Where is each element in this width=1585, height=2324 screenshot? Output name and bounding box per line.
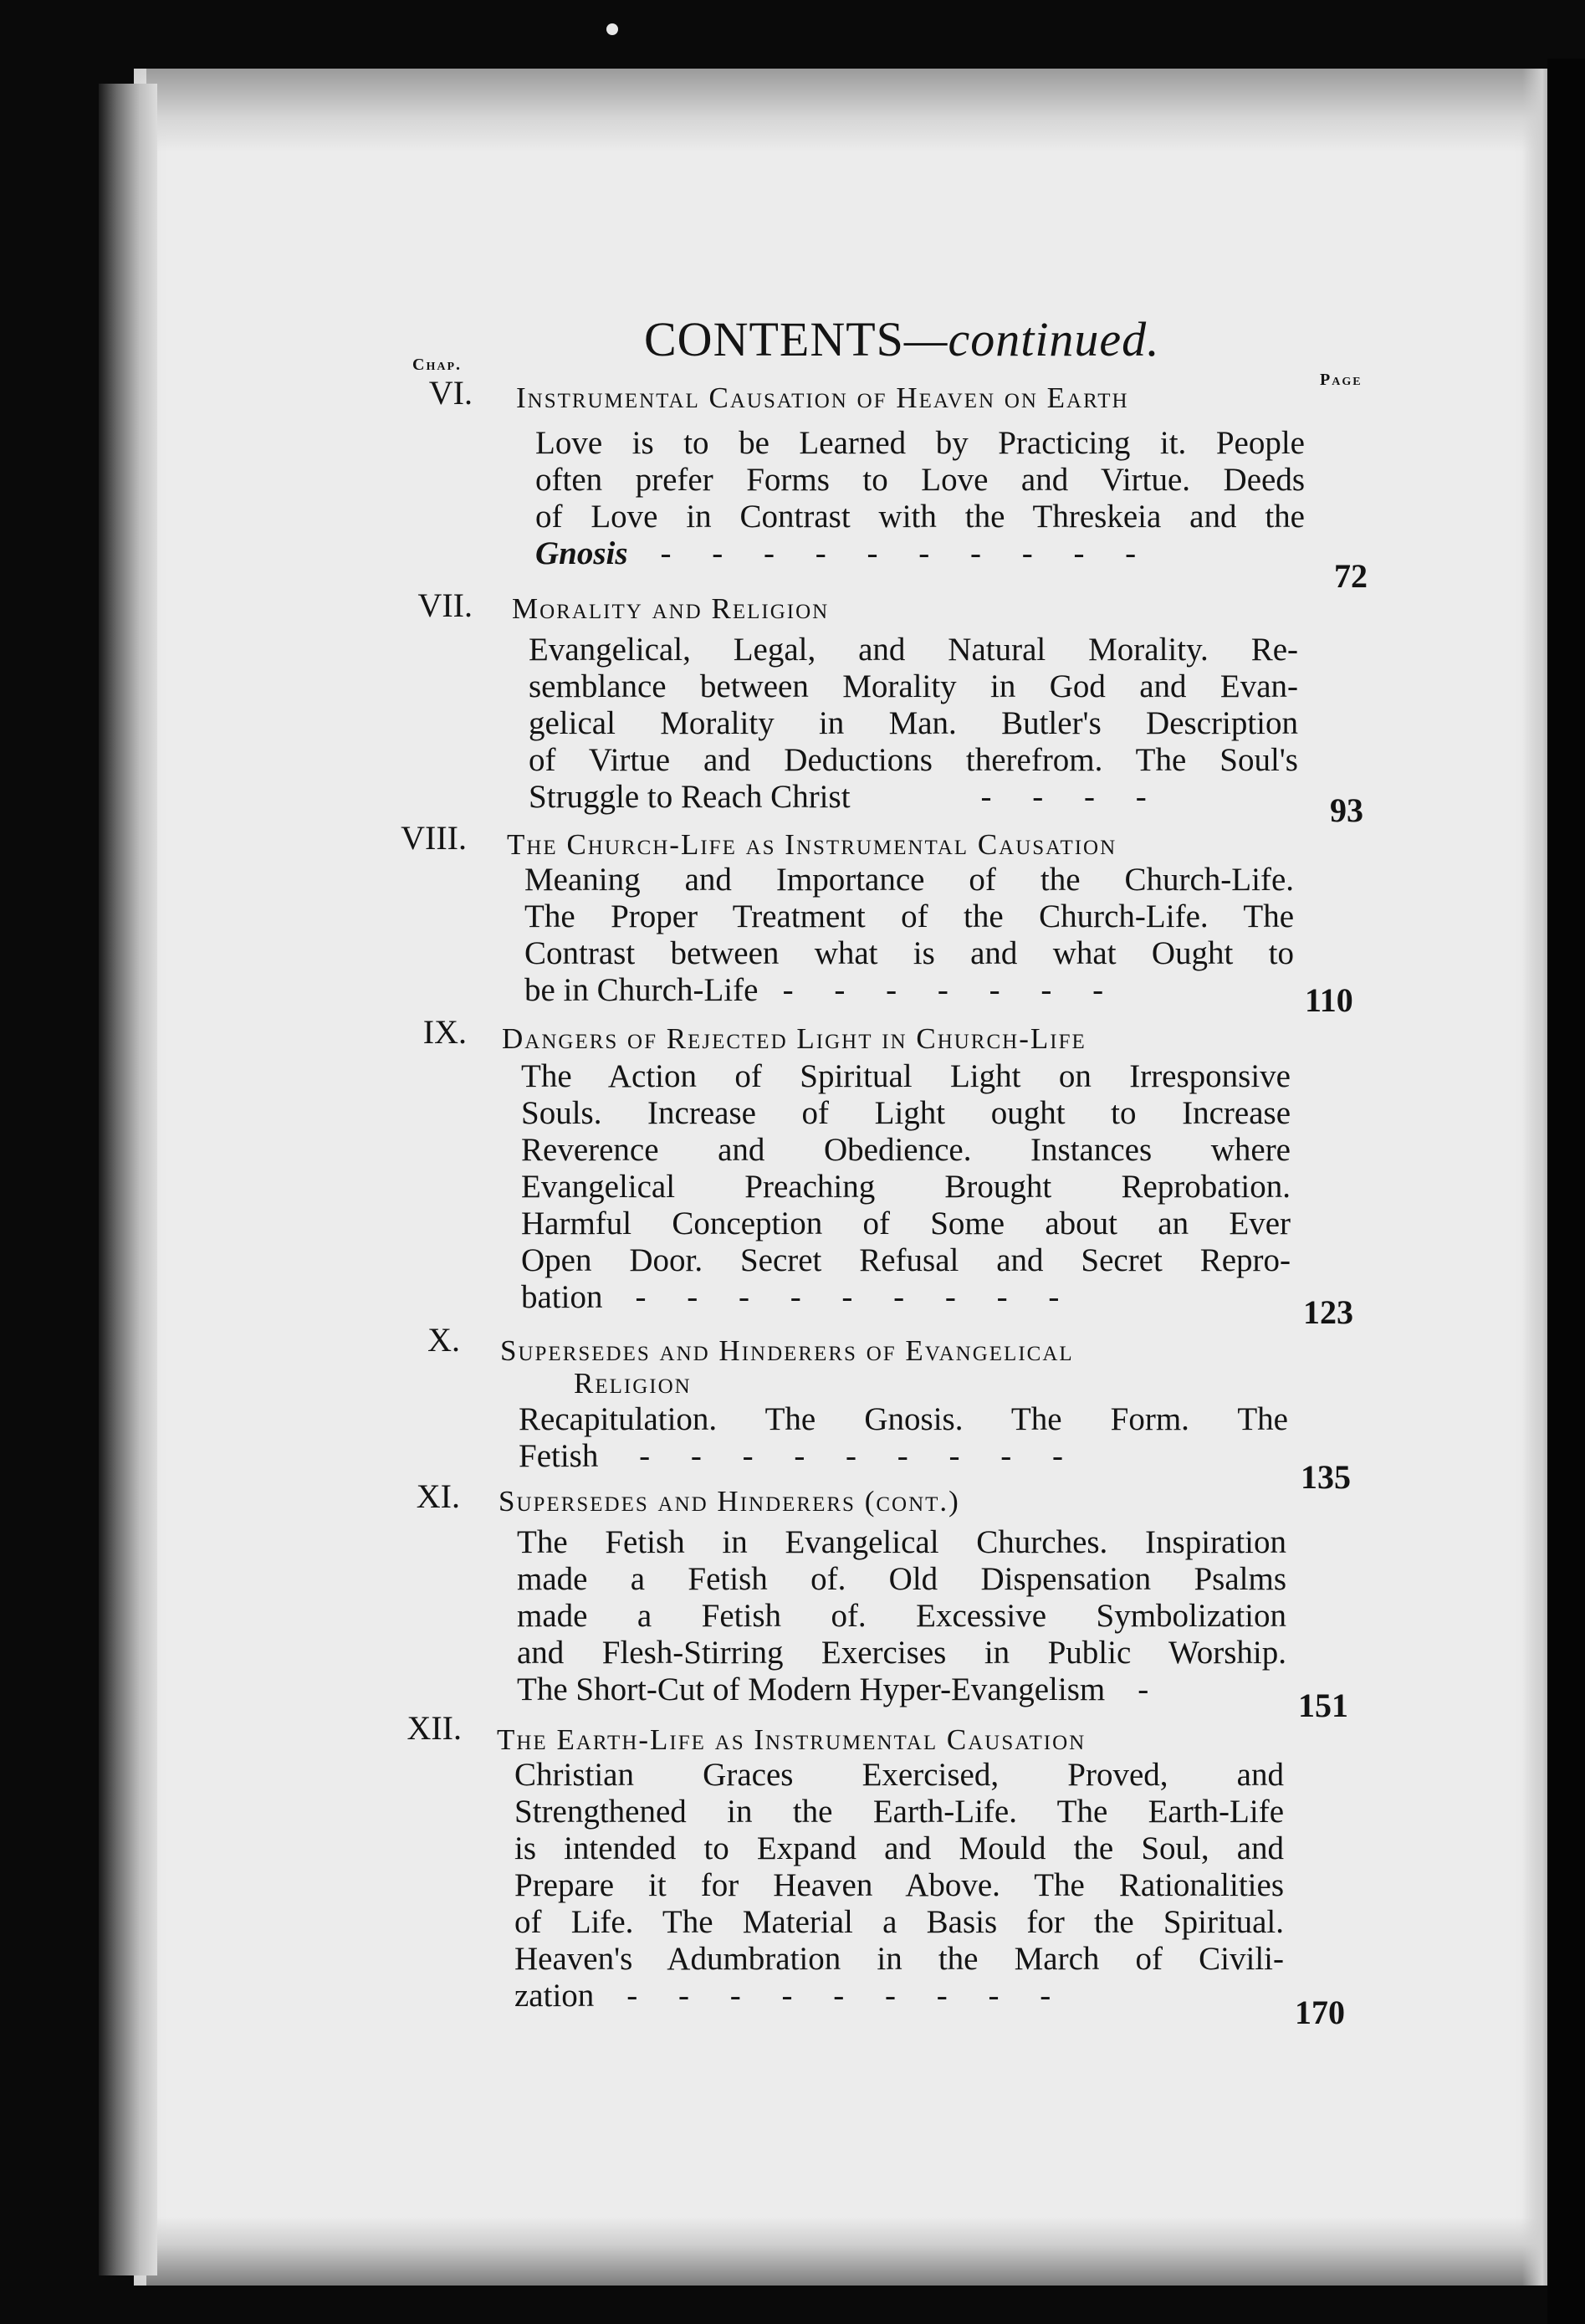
page-number: 72 bbox=[1334, 557, 1368, 595]
chapter-number: XII. bbox=[406, 1709, 462, 1747]
leader-dots: - - - - - - - bbox=[766, 972, 1104, 1008]
page-number: 123 bbox=[1303, 1293, 1353, 1331]
page-number: 170 bbox=[1295, 1994, 1345, 2031]
speck-mark bbox=[606, 23, 618, 35]
chapter-description: Meaning and Importance of the Church-Life. The Proper Treatment of the Church-Life. The Contrast between what is and what Ought to be in Church-Life - - - - - - - bbox=[524, 862, 1294, 1008]
chapter-heading: Supersedes and Hinderers (cont.) bbox=[499, 1485, 960, 1518]
leader-dots: - - - - - - - - - bbox=[602, 1978, 1051, 2014]
chapter-column-header: Chap. bbox=[412, 356, 462, 374]
page-bottom-shadow bbox=[146, 2217, 1543, 2286]
chapter-number: X. bbox=[427, 1321, 460, 1359]
page-number: 151 bbox=[1298, 1687, 1348, 1724]
leader-dots: - - - - - - - - - - bbox=[636, 535, 1137, 571]
chapter-description: Recapitulation. The Gnosis. The Form. The Fetish - - - - - - - - - bbox=[519, 1401, 1288, 1474]
leader-dots: - - - - - - - - - bbox=[606, 1438, 1063, 1474]
chapter-number: VII. bbox=[417, 586, 473, 624]
chapter-heading: The Church-Life as Instrumental Causation bbox=[507, 828, 1117, 861]
page-number: 93 bbox=[1330, 791, 1363, 829]
leader-dots: - bbox=[1113, 1671, 1149, 1707]
chapter-number: XI. bbox=[416, 1477, 460, 1515]
page-column-header: Page bbox=[1320, 371, 1363, 389]
chapter-number: VI. bbox=[428, 374, 473, 412]
chapter-heading: Instrumental Causation of Heaven on Earth bbox=[516, 381, 1129, 414]
chapter-description: The Fetish in Evangelical Churches. Inspiration made a Fetish of. Old Dispensation Psalms made a Fetish of. Excessive Symbolization and Flesh-Stirring Exercises in Public Worship. The Short-Cut of Modern Hyper-Evangelism - bbox=[517, 1524, 1286, 1707]
chapter-heading: Supersedes and Hinderers of Evangelical bbox=[500, 1334, 1074, 1367]
page-title: CONTENTS—continued. bbox=[644, 312, 1160, 366]
page-number: 110 bbox=[1305, 981, 1353, 1019]
chapter-heading: The Earth-Life as Instrumental Causation bbox=[497, 1723, 1086, 1756]
chapter-description: The Action of Spiritual Light on Irresponsive Souls. Increase of Light ought to Increase Reverence and Obedience. Instances where Evangelical Preaching Brought Reprobation. Harmful Conception of Some about an Ever Open Door. Secret Refusal and Secret Repro- bation - - - - - - - - - bbox=[521, 1058, 1291, 1315]
chapter-description: Evangelical, Legal, and Natural Morality. Re- semblance between Morality in God and Evan- gelical Morality in Man. Butler's Description of Virtue and Deductions therefrom. The Soul's Struggle to Reach Christ - - - - bbox=[529, 632, 1298, 815]
book-spine bbox=[99, 84, 157, 2275]
chapter-number: VIII. bbox=[401, 819, 467, 857]
chapter-heading-continued: Religion bbox=[574, 1367, 692, 1400]
scan-border bbox=[1547, 59, 1585, 2324]
chapter-heading: Dangers of Rejected Light in Church-Life bbox=[502, 1022, 1086, 1055]
leader-dots: - - - - bbox=[858, 779, 1147, 815]
chapter-description: Christian Graces Exercised, Proved, and Strengthened in the Earth-Life. The Earth-Life is intended to Expand and Mould the Soul, and Prepare it for Heaven Above. The Rationalities of Life. The Material a Basis for the Spiritual. Heaven's Adumbration in the March of Civili- zation - - - - - - - - - bbox=[514, 1757, 1284, 2014]
leader-dots: - - - - - - - - - bbox=[611, 1279, 1060, 1315]
chapter-description: Love is to be Learned by Practicing it. People often prefer Forms to Love and Virtue. Deeds of Love in Contrast with the Threskeia and the Gnosis - - - - - - - - - - bbox=[535, 425, 1305, 571]
chapter-heading: Morality and Religion bbox=[512, 592, 830, 625]
chapter-number: IX. bbox=[422, 1013, 467, 1051]
page-number: 135 bbox=[1301, 1458, 1351, 1496]
page-top-shadow bbox=[146, 69, 1543, 152]
